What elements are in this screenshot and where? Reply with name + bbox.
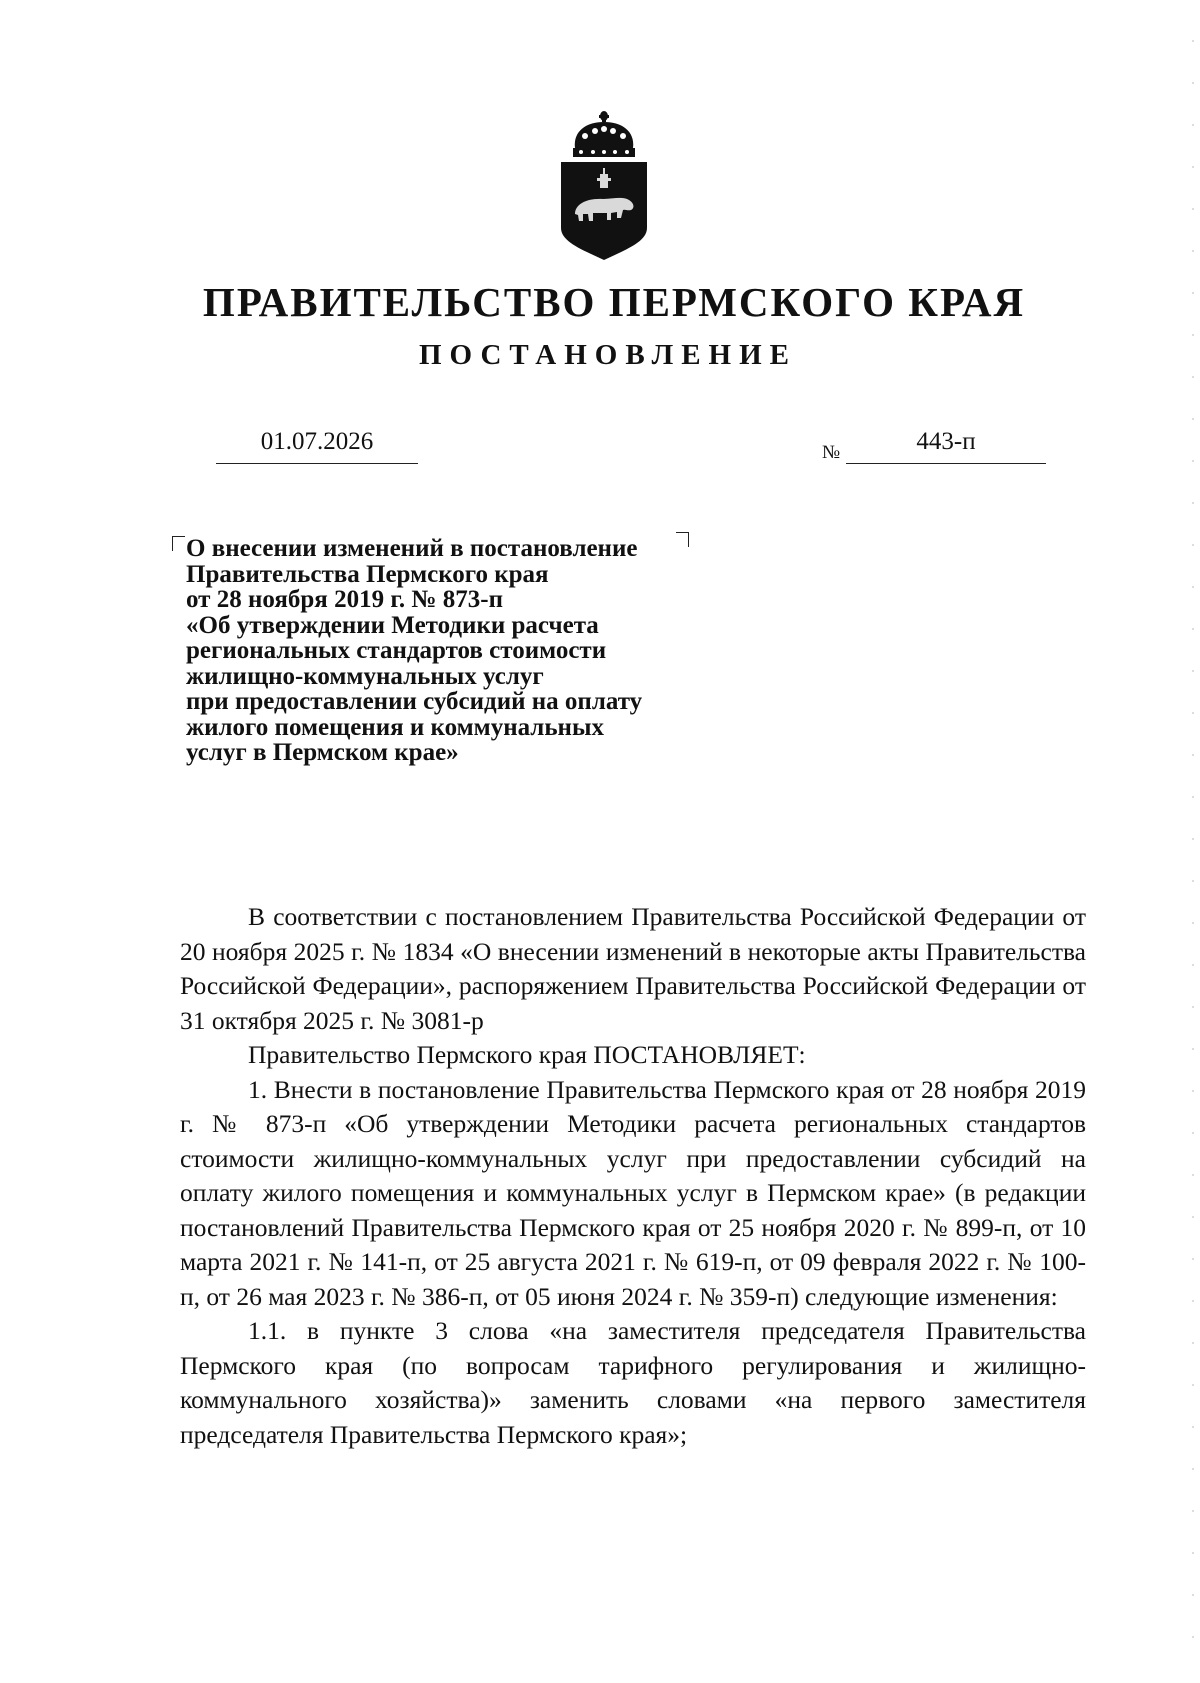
subject-line: услуг в Пермском крае» bbox=[186, 739, 459, 766]
document-type-title: ПОСТАНОВЛЕНИЕ bbox=[418, 339, 797, 371]
number-sign: № bbox=[822, 442, 841, 463]
coat-of-arms-icon bbox=[555, 110, 653, 260]
subject-line: региональных стандартов стоимости bbox=[186, 637, 607, 664]
subject-line: жилого помещения и коммунальных bbox=[186, 713, 604, 741]
body-paragraph-item-1: 1. Внести в постановление Правительства Пермского края от 28 ноября 2019 г. № 873-п «Об утверждении Методики расчета региональных стандартов стоимости жилищно-коммунальных услуг при предоставлении субсидий на оплату жилого помещения и коммунальных услуг в Пермском крае» (в редакции постановлений Правительства Пермского края от 25 ноября 2020 г. № 899-п, от 10 марта 2021 г. № 141-п, от 25 августа 2021 г. № 619-п, от 09 февраля 2022 г. № 100-п, от 26 мая 2023 г. № 386-п, от 05 июня 2024 г. № 359-п) следующие изменения: bbox=[180, 1074, 1086, 1311]
subject-line: «Об утверждении Методики расчета bbox=[186, 611, 599, 639]
subject-line: от 28 ноября 2019 г. № 873-п bbox=[186, 586, 503, 613]
document-body bbox=[180, 900, 1086, 1452]
document-number: 443-п bbox=[846, 421, 1046, 464]
body-paragraph-item-1-1: 1.1. в пункте 3 слова «на заместителя председателя Правительства Пермского края (по вопросам тарифного регулирования и жилищно-коммунального хозяйства)» заменить словами «на первого заместителя председателя Правительства Пермского края»; bbox=[180, 1316, 1086, 1449]
body-paragraph-preamble: В соответствии с постановлением Правительства Российской Федерации от 20 ноября 2025 г. № 1834 «О внесении изменений в некоторые акты Правительства Российской Федерации», распоряжением Правительства Российской Федерации от 31 октября 2025 г. № 3081-р bbox=[180, 902, 1086, 1035]
subject-line: жилищно-коммунальных услуг bbox=[186, 662, 544, 690]
scan-edge-artifact bbox=[1192, 40, 1194, 1640]
document-subject bbox=[186, 536, 726, 766]
subject-line: О внесении изменений в постановление bbox=[186, 535, 638, 562]
organization-title: ПРАВИТЕЛЬСТВО ПЕРМСКОГО КРАЯ bbox=[202, 279, 1026, 325]
body-paragraph-resolves: Правительство Пермского края ПОСТАНОВЛЯЕТ: bbox=[248, 1040, 806, 1069]
subject-line: Правительства Пермского края bbox=[186, 560, 549, 588]
subject-line: при предоставлении субсидий на оплату bbox=[186, 688, 643, 715]
document-date: 01.07.2026 bbox=[216, 421, 418, 464]
subject-corner-mark-left bbox=[172, 536, 185, 551]
